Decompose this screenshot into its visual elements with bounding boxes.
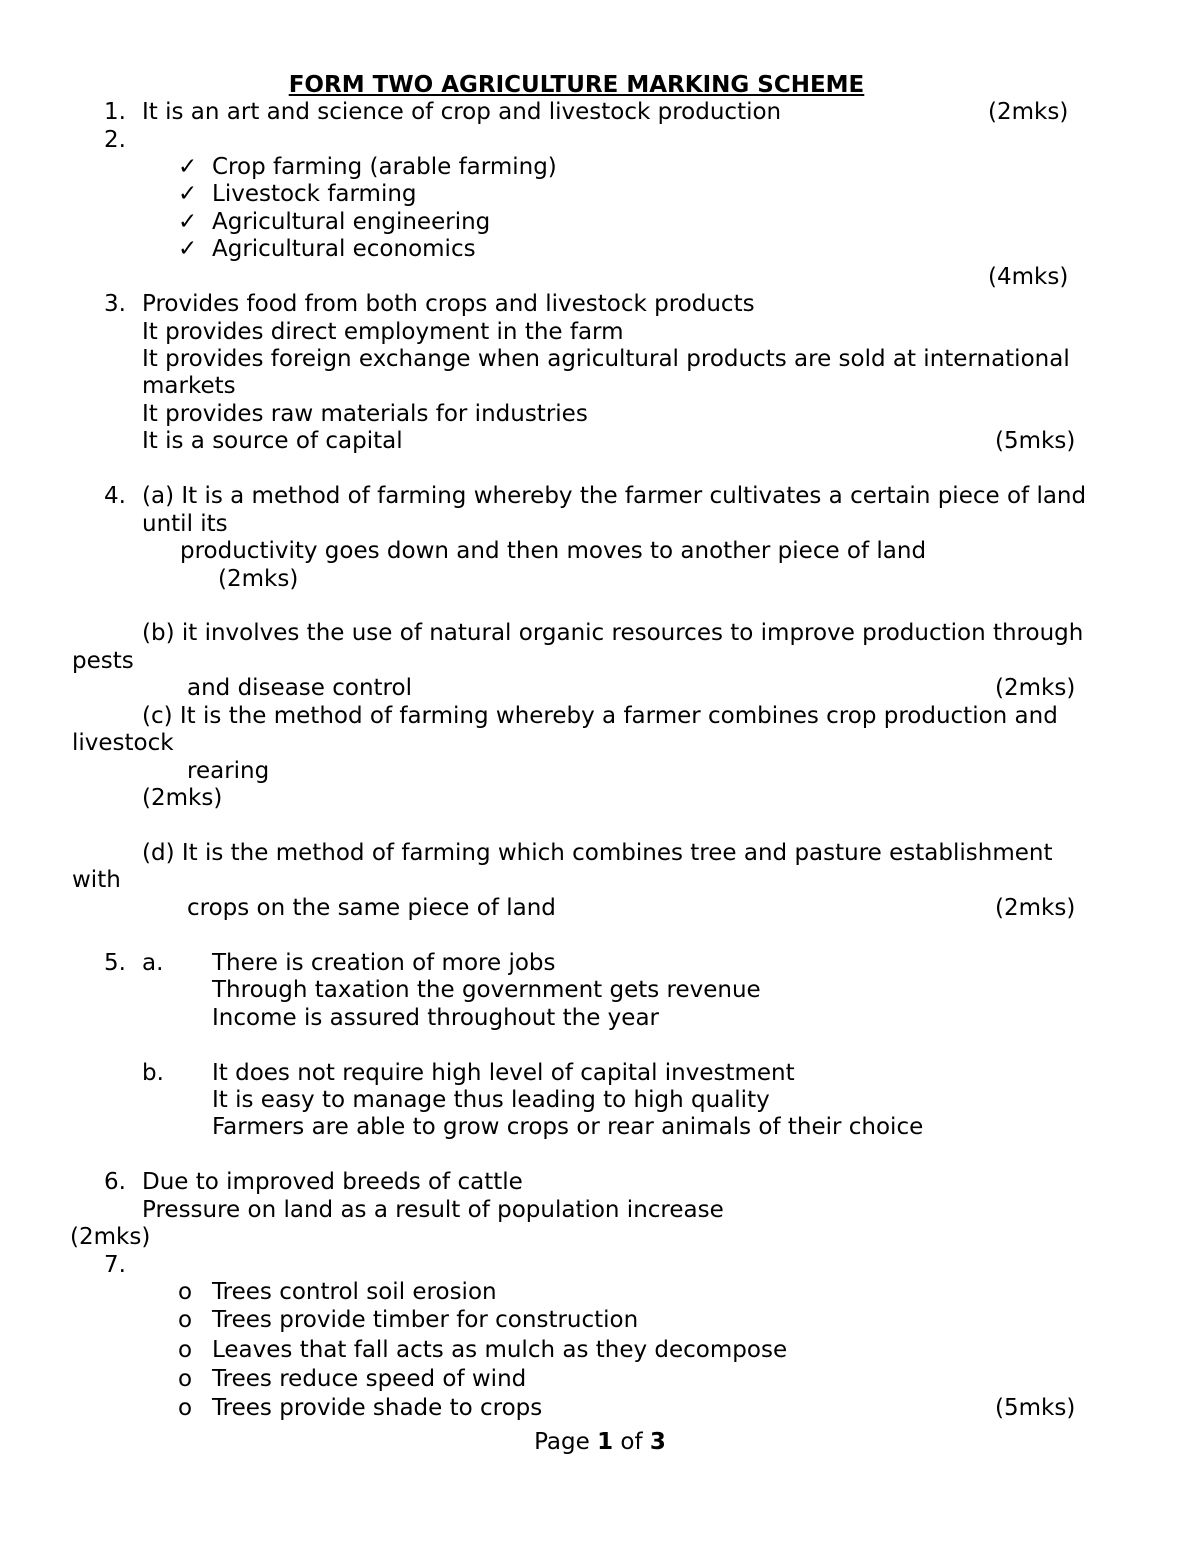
footer-page-word: Page xyxy=(534,1429,590,1455)
q5b-label: b. xyxy=(142,1060,164,1086)
q7-marks: (5mks) xyxy=(995,1395,1076,1421)
q6-line: Pressure on land as a result of population increase xyxy=(142,1197,724,1223)
q2-item: Livestock farming xyxy=(212,181,417,207)
q2-item: Crop farming (arable farming) xyxy=(212,154,557,180)
q1-marks: (2mks) xyxy=(988,99,1069,125)
q5b-item: It is easy to manage thus leading to high quality xyxy=(212,1087,770,1113)
q4c-marks: (2mks) xyxy=(142,785,223,811)
q7-item: Trees provide shade to crops xyxy=(212,1395,543,1421)
q4c-line: livestock xyxy=(72,730,174,756)
q7-item: Trees provide timber for construction xyxy=(212,1307,639,1333)
q2-item: Agricultural economics xyxy=(212,236,476,262)
q5-number: 5. xyxy=(104,950,126,976)
q4b-marks: (2mks) xyxy=(995,675,1076,701)
q4c-line: (c) It is the method of farming whereby a farmer combines crop production and xyxy=(142,703,1058,729)
q1-answer: It is an art and science of crop and livestock production xyxy=(142,99,782,125)
q4a-marks: (2mks) xyxy=(218,566,299,592)
q7-number: 7. xyxy=(104,1252,126,1278)
q2-marks: (4mks) xyxy=(988,264,1069,290)
q5b-item: Farmers are able to grow crops or rear animals of their choice xyxy=(212,1114,924,1140)
bullet-icon: o xyxy=(178,1366,193,1392)
q5a-label: a. xyxy=(142,950,164,976)
q3-line: markets xyxy=(142,373,236,399)
q5a-item: Through taxation the government gets revenue xyxy=(212,977,761,1003)
q7-item: Trees control soil erosion xyxy=(212,1279,497,1305)
q3-line: It provides raw materials for industries xyxy=(142,401,588,427)
footer-of-word: of xyxy=(620,1429,643,1455)
check-icon: ✓ xyxy=(178,154,198,180)
q3-line: Provides food from both crops and livestock products xyxy=(142,291,755,317)
q6-marks: (2mks) xyxy=(70,1224,151,1250)
q4b-line: (b) it involves the use of natural organic resources to improve production through xyxy=(142,620,1084,646)
q4a-line: until its xyxy=(142,511,228,537)
q2-item: Agricultural engineering xyxy=(212,209,491,235)
bullet-icon: o xyxy=(178,1307,193,1333)
q3-marks: (5mks) xyxy=(995,428,1076,454)
q6-number: 6. xyxy=(104,1169,126,1195)
check-icon: ✓ xyxy=(178,209,198,235)
footer-page-total: 3 xyxy=(649,1429,666,1455)
q4-number: 4. xyxy=(104,483,126,509)
page-footer xyxy=(0,1429,1200,1456)
q4a-line: productivity goes down and then moves to another piece of land xyxy=(180,538,927,564)
q4d-line: with xyxy=(72,867,121,893)
q3-line: It provides foreign exchange when agricultural products are sold at international xyxy=(142,346,1070,372)
q1-number: 1. xyxy=(104,99,126,125)
q5a-item: Income is assured throughout the year xyxy=(212,1005,659,1031)
q3-line: It is a source of capital xyxy=(142,428,403,454)
q5b-item: It does not require high level of capital investment xyxy=(212,1060,795,1086)
page-title: FORM TWO AGRICULTURE MARKING SCHEME xyxy=(288,72,865,98)
q6-line: Due to improved breeds of cattle xyxy=(142,1169,523,1195)
bullet-icon: o xyxy=(178,1395,193,1421)
q4b-line: pests xyxy=(72,648,134,674)
q4d-line: (d) It is the method of farming which combines tree and pasture establishment xyxy=(142,840,1053,866)
q3-line: It provides direct employment in the farm xyxy=(142,319,624,345)
q4d-line: crops on the same piece of land xyxy=(187,895,556,921)
bullet-icon: o xyxy=(178,1337,193,1363)
q3-number: 3. xyxy=(104,291,126,317)
q4d-marks: (2mks) xyxy=(995,895,1076,921)
q4b-line: and disease control xyxy=(187,675,412,701)
q5a-item: There is creation of more jobs xyxy=(212,950,556,976)
footer-page-number: 1 xyxy=(597,1429,614,1455)
q4c-line: rearing xyxy=(187,758,270,784)
q7-item: Leaves that fall acts as mulch as they decompose xyxy=(212,1337,788,1363)
check-icon: ✓ xyxy=(178,181,198,207)
bullet-icon: o xyxy=(178,1279,193,1305)
check-icon: ✓ xyxy=(178,236,198,262)
q2-number: 2. xyxy=(104,127,126,153)
q4a-line: (a) It is a method of farming whereby the farmer cultivates a certain piece of land xyxy=(142,483,1087,509)
q7-item: Trees reduce speed of wind xyxy=(212,1366,527,1392)
